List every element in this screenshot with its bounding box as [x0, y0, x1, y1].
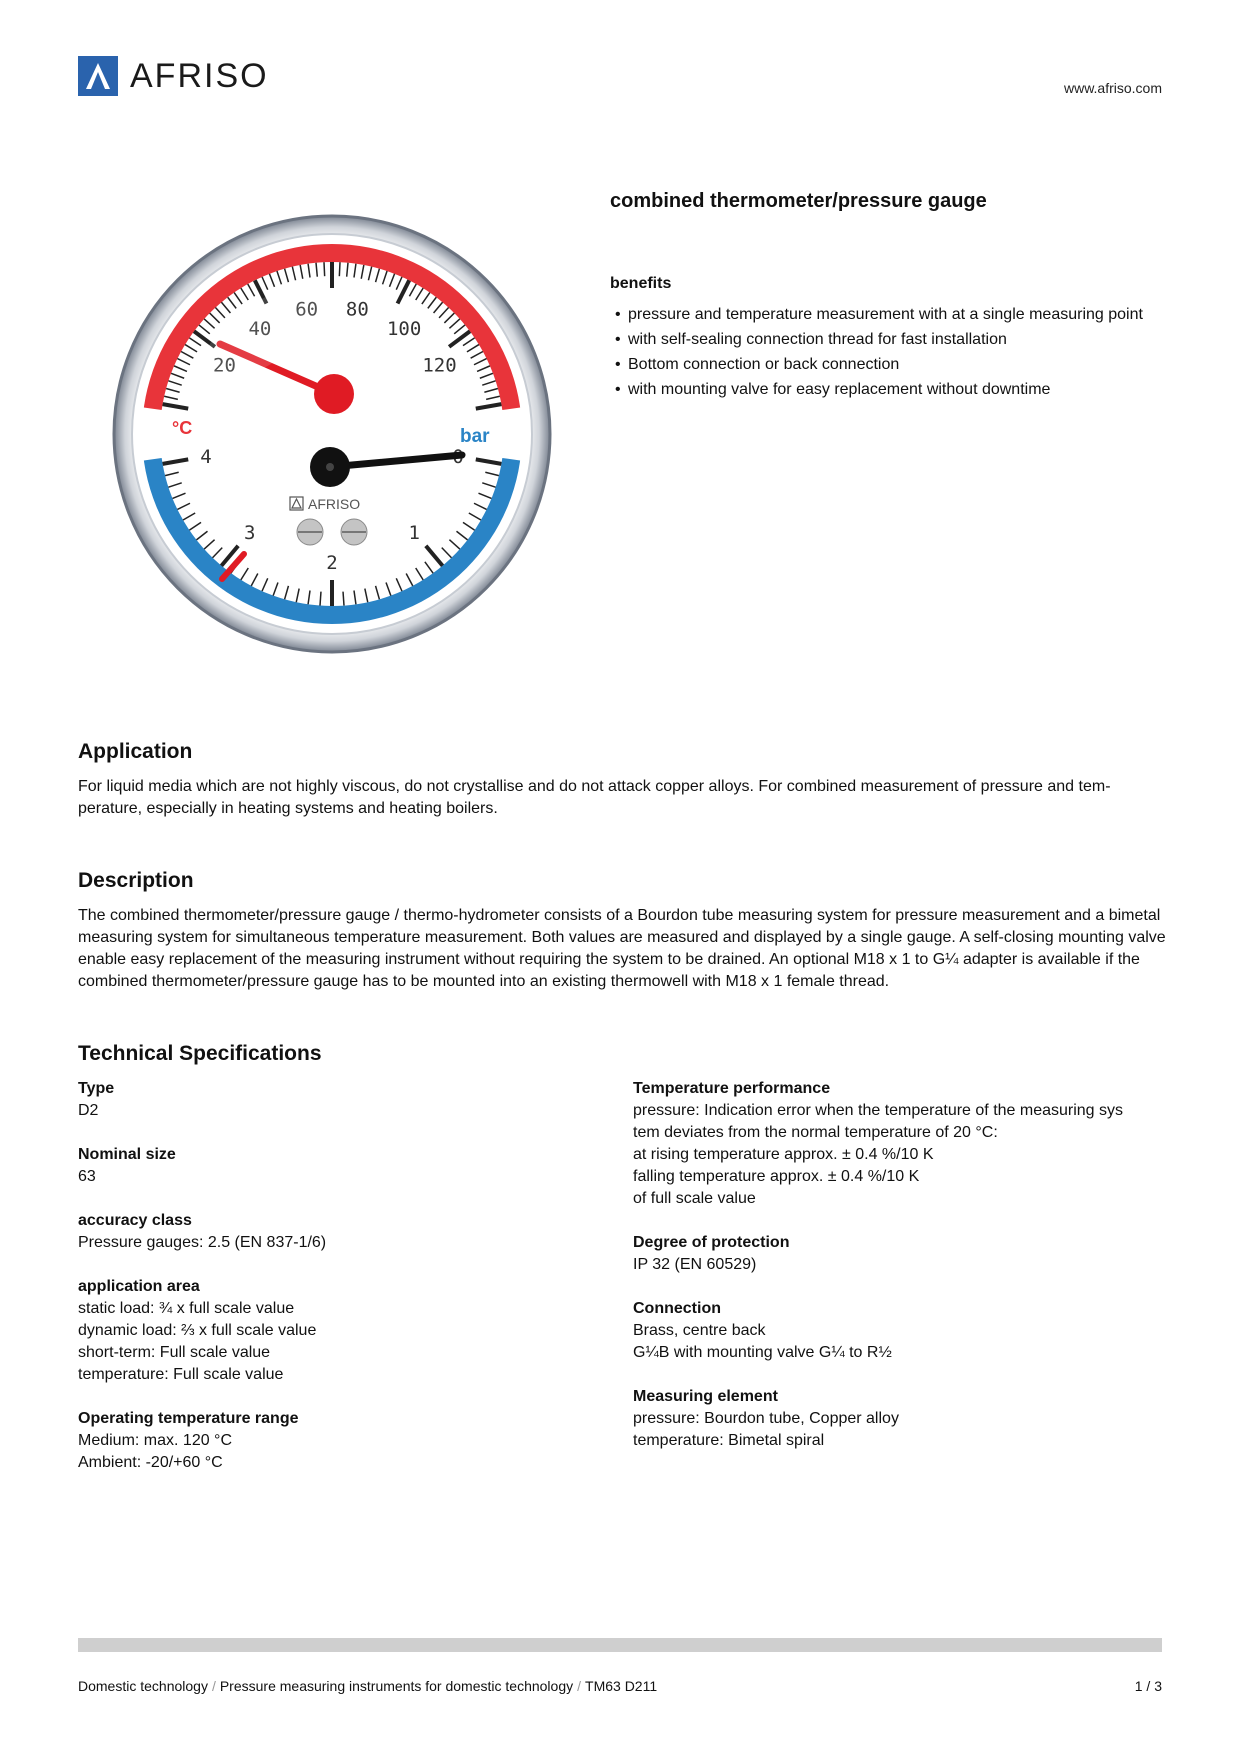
- description-heading: Description: [78, 869, 194, 892]
- brand-logo: [78, 56, 269, 96]
- spec-value: tem deviates from the normal temperature of 20 °C:: [633, 1124, 998, 1141]
- gauge-brand-text: AFRISO: [308, 496, 361, 512]
- temp-scale-label: 100: [386, 318, 422, 341]
- spec-value: falling temperature approx. ± 0.4 %/10 K: [633, 1168, 920, 1185]
- spec-value: static load: ¾ x full scale value: [78, 1300, 295, 1317]
- pressure-scale-label: 1: [408, 522, 421, 545]
- spec-accuracy-class: [78, 1210, 598, 1254]
- breadcrumb: [78, 1678, 657, 1694]
- spec-label: Connection: [633, 1300, 721, 1317]
- benefit-item: • with self-sealing connection thread for fast installation: [610, 330, 1170, 350]
- application-text: For liquid media which are not highly viscous, do not crystallise and do not attack copper alloys. For combined measurement of pressure and temperature, especially in heating systems and heating boilers.: [78, 778, 1111, 817]
- spec-value: temperature: Full scale value: [78, 1366, 284, 1383]
- breadcrumb-separator: /: [211, 1678, 216, 1694]
- temp-unit-label: °C: [172, 418, 193, 438]
- spec-value: Pressure gauges: 2.5 (EN 837-1/6): [78, 1234, 327, 1251]
- spec-degree-of-protection: [633, 1232, 1153, 1276]
- website-url: www.afriso.com: [1063, 80, 1162, 96]
- spec-value: Medium: max. 120 °C: [78, 1432, 233, 1449]
- spec-value: of full scale value: [633, 1190, 756, 1207]
- spec-value: G¼B with mounting valve G¼ to R½: [633, 1344, 892, 1361]
- product-image: [112, 214, 552, 654]
- spec-label: Temperature performance: [633, 1080, 831, 1097]
- product-title: combined thermometer/pressure gauge: [610, 190, 987, 212]
- spec-measuring-element: [633, 1386, 1153, 1452]
- afriso-logo-icon: [78, 56, 118, 96]
- temp-scale-tick: [339, 262, 340, 276]
- benefit-item: • pressure and temperature measurement with at a single measuring point: [610, 305, 1170, 325]
- spec-label: Measuring element: [633, 1388, 778, 1405]
- breadcrumb-item: Domestic technology: [78, 1678, 208, 1694]
- brand-name: AFRISO: [130, 57, 269, 95]
- gauge-illustration: [112, 214, 552, 654]
- pressure-unit-label: bar: [460, 426, 490, 447]
- spec-value: Ambient: -20/+60 °C: [78, 1454, 223, 1471]
- breadcrumb-item: Pressure measuring instruments for domestic technology: [219, 1678, 574, 1694]
- temp-scale-label: 40: [248, 318, 272, 341]
- benefits-list: [610, 305, 1170, 405]
- spec-value: pressure: Bourdon tube, Copper alloy: [633, 1410, 899, 1427]
- spec-label: Type: [78, 1080, 115, 1097]
- breadcrumb-separator: /: [577, 1678, 582, 1694]
- spec-value: temperature: Bimetal spiral: [633, 1432, 825, 1449]
- specs-right-column: [633, 1078, 1153, 1474]
- spec-value: 63: [78, 1168, 96, 1185]
- spec-connection: [633, 1298, 1153, 1364]
- temp-scale-tick: [324, 262, 325, 276]
- pressure-scale-tick: [320, 592, 321, 606]
- pressure-scale-label: 4: [200, 446, 212, 469]
- spec-label: accuracy class: [78, 1212, 192, 1229]
- spec-label: Operating temperature range: [78, 1410, 299, 1427]
- description-text: The combined thermometer/pressure gauge / thermo-hydrometer consists of a Bourdon tube measuring system for pressure measurement and a bimetal measuring system for simultaneous temperature measurement. Both values are measured and displayed by a single gauge. A self-closing mounting valve enable easy replacement of the measuring instrument without requiring the system to be drained. An optional M18 x 1 to G¼ adapter is available if the combined thermometer/pressure gauge has to be mounted into an existing thermowell with M18 x 1 female thread.: [78, 907, 1166, 990]
- breadcrumb-item: TM63 D211: [585, 1678, 658, 1694]
- spec-value: D2: [78, 1102, 99, 1119]
- spec-value: at rising temperature approx. ± 0.4 %/10 K: [633, 1146, 934, 1163]
- pressure-scale-label: 3: [243, 522, 256, 545]
- temp-scale-label: 120: [422, 354, 457, 377]
- temperature-needle-hub: [314, 374, 354, 414]
- spec-label: Degree of protection: [633, 1234, 790, 1251]
- spec-label: application area: [78, 1278, 200, 1295]
- spec-value: IP 32 (EN 60529): [633, 1256, 757, 1273]
- benefit-item: • Bottom connection or back connection: [610, 355, 1170, 375]
- application-heading: Application: [78, 740, 193, 763]
- spec-value: dynamic load: ⅔ x full scale value: [78, 1322, 317, 1339]
- spec-value: Brass, centre back: [633, 1322, 766, 1339]
- spec-temperature-performance: [633, 1078, 1153, 1210]
- temp-scale-label: 80: [345, 298, 369, 321]
- spec-nominal-size: [78, 1144, 598, 1188]
- spec-value: short-term: Full scale value: [78, 1344, 271, 1361]
- benefits-heading: benefits: [610, 275, 672, 292]
- temp-scale-label: 20: [213, 354, 236, 377]
- specs-left-column: [78, 1078, 598, 1496]
- temp-scale-label: 60: [295, 298, 319, 321]
- page-number: 1 / 3: [1134, 1678, 1162, 1694]
- spec-value: pressure: Indication error when the temperature of the measuring sys: [633, 1102, 1124, 1119]
- spec-operating-temperature: [78, 1408, 598, 1474]
- benefit-item: • with mounting valve for easy replacement without downtime: [610, 380, 1170, 400]
- pressure-scale-label: 2: [326, 552, 338, 574]
- spec-application-area: [78, 1276, 598, 1386]
- spec-type: [78, 1078, 598, 1122]
- spec-label: Nominal size: [78, 1146, 176, 1163]
- specs-heading: Technical Specifications: [78, 1042, 322, 1065]
- pressure-scale-tick: [343, 592, 344, 606]
- footer-divider: [78, 1638, 1162, 1652]
